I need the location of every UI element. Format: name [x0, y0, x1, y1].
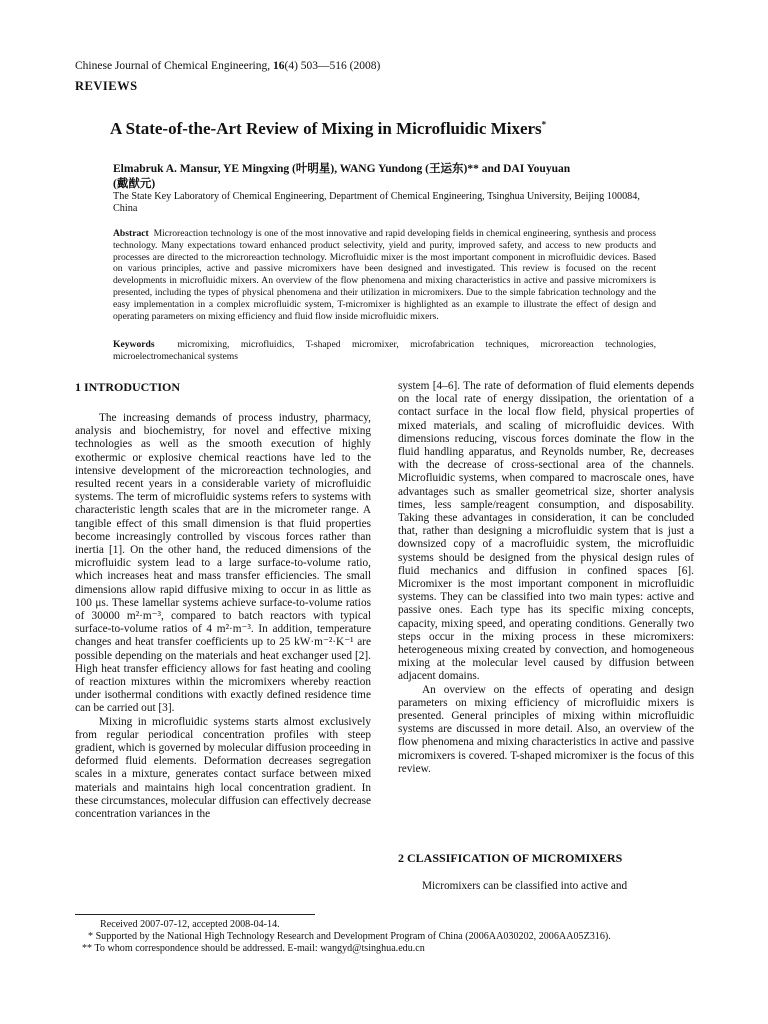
abstract-label: Abstract — [113, 228, 149, 239]
section-2-text — [398, 880, 694, 893]
journal-issue-pages: (4) 503—516 (2008) — [284, 60, 381, 72]
keywords — [113, 339, 656, 363]
footnotes — [78, 919, 718, 956]
abstract-text: Microreaction technology is one of the most innovative and rapid developing fields in chemical engineering, synthesis and process technology. Many expectations toward enhanced product selectivity, yield and purity, improved safety, and access to new products and processes are directed to the microreaction technology. Microfluidic mixer is the most important component in microfluidic devices. Based on various principles, active and passive micromixers have been designed and investigated. This review is focused on the recent developments in microfluidic mixers. An overview of the flow phenomena and mixing characteristics in active and passive micromixers is presented, including the types of physical phenomena and their utilization in micromixers. Due to the simple fabrication technology and the easy implementation in a complex microfluidic system, T-micromixer is highlighted as an example to illustrate the effect of design and operating parameters on mixing efficiency and fluid flow inside microfluidic mixers. — [113, 228, 656, 322]
intro-paragraph-2: Mixing in microfluidic systems starts almost exclusively from regular periodical concentration profiles with steep gradient, which is governed by molecular diffusion proceeding in deformed fluid elements. Deformation decreases segregation scales in a mixture, generates contact surface between mixed materials and maintains high local concentration gradient. In these circumstances, molecular diffusion can effectively decrease concentration variances in the — [75, 715, 371, 821]
classification-paragraph: Micromixers can be classified into active and — [422, 880, 628, 892]
author-list — [113, 162, 658, 192]
section-label: REVIEWS — [75, 79, 138, 93]
authors-line-1: Elmabruk A. Mansur, YE Mingxing (叶明星), WANG Yundong (王运东)** and DAI Youyuan — [113, 163, 571, 175]
section-1-heading: 1 INTRODUCTION — [75, 380, 181, 394]
keywords-text: micromixing, microfluidics, T-shaped micromixer, microfabrication techniques, microreaction technologies, microelectromechanical systems — [113, 339, 656, 362]
title-text: A State-of-the-Art Review of Mixing in Microfluidic Mixers — [110, 119, 542, 138]
affiliation: The State Key Laboratory of Chemical Engineering, Department of Chemical Engineering, Tsinghua University, Beijing 100084, China — [113, 191, 640, 214]
footnote-divider — [75, 914, 315, 915]
section-2-heading: 2 CLASSIFICATION OF MICROMIXERS — [398, 851, 623, 865]
intro-paragraph-3: system [4–6]. The rate of deformation of fluid elements depends on the local rate of energy dissipation, the orientation of a contact surface in the local flow field, physical properties of mixed materials, and scaling of microfluidic devices. With dimensions reducing, viscous forces dominate the flow in the fluid handling apparatus, and Reynolds number, Re, decreases with the decrease of cross-sectional area of the channels. Microfluidic systems, when compared to macroscale ones, have advantages such as smaller geometrical size, shorter analysis times, less sample/reagent consumption, and disposability. Taking these advantages in consideration, it can be concluded that, rather than designing a microfluidic system that is just a downsized copy of a macrofluidic system, the microfluidic systems should be designed from the physical design rules of fluid mechanics and diffusion in confined spaces [6]. Micromixer is the most important component in microfluidic systems. They can be classified into two main types: active and passive ones. Each type has its specific mixing concepts, capacity, mixing speed, and operating conditions. Generally two steps occur in the mixing process in these micromixers: heterogeneous mixing created by convection, and homogeneous mixing at the molecular level caused by diffusion between adjacent domains. — [398, 380, 694, 683]
left-column — [75, 412, 371, 821]
authors-line-2: (戴猷元) — [113, 178, 156, 190]
intro-paragraph-1: The increasing demands of process industry, pharmacy, analysis and biochemistry, for novel and effective mixing technologies as well as the smooth execution of highly exothermic or explosive chemical reactions have led to the intensive development of the microreaction technologies, and resulted recent years in a considerable variety of microfluidic systems. The term of microfluidic systems refers to systems with characteristic length scales that are in the micrometer range. A tangible effect of this small dimension is that fluid properties become increasingly controlled by viscous forces rather than inertia [1]. On the other hand, the reduced dimensions of the microfluidic system lead to a large surface-to-volume ratio, which increases heat and mass transfer efficiencies. The small dimensions allow rapid diffusive mixing to occur in as little as 100 μs. These lamellar systems achieve surface-to-volume ratios of 30000 m²·m⁻³, compared to batch reactors with typical surface-to-volume ratios of 4 m²·m⁻³. In addition, temperature changes and heat transfer coefficients up to 25 kW·m⁻²·K⁻¹ are possible depending on the materials and heat exchanger used [2]. High heat transfer efficiency allows for fast heating and cooling of reaction mixtures within the micromixers whereby reaction under isothermal conditions with exactly defined residence time can be carried out [3]. — [75, 412, 371, 715]
journal-volume: 16 — [273, 60, 285, 72]
article-title — [110, 119, 670, 139]
journal-name: Chinese Journal of Chemical Engineering, — [75, 60, 271, 72]
footnote-received: Received 2007-07-12, accepted 2008-04-14. — [100, 919, 280, 930]
footnote-correspondence: ** To whom correspondence should be addressed. E-mail: wangyd@tsinghua.edu.cn — [82, 943, 425, 955]
right-column — [398, 380, 694, 776]
abstract — [113, 228, 656, 322]
journal-citation — [75, 60, 380, 72]
intro-paragraph-4: An overview on the effects of operating and design parameters on mixing efficiency of microfluidic mixers is presented. General principles of mixing within microfluidic systems are discussed in more detail. Also, an overview of the flow phenomena and mixing characteristics in active and passive micromixers is covered. T-shaped micromixer is the focus of this review. — [398, 683, 694, 775]
keywords-label: Keywords — [113, 339, 155, 350]
title-footnote-mark: * — [541, 119, 547, 130]
footnote-support: * Supported by the National High Technology Research and Development Program of China (2006AA030202, 2006AA05Z316). — [88, 931, 611, 943]
